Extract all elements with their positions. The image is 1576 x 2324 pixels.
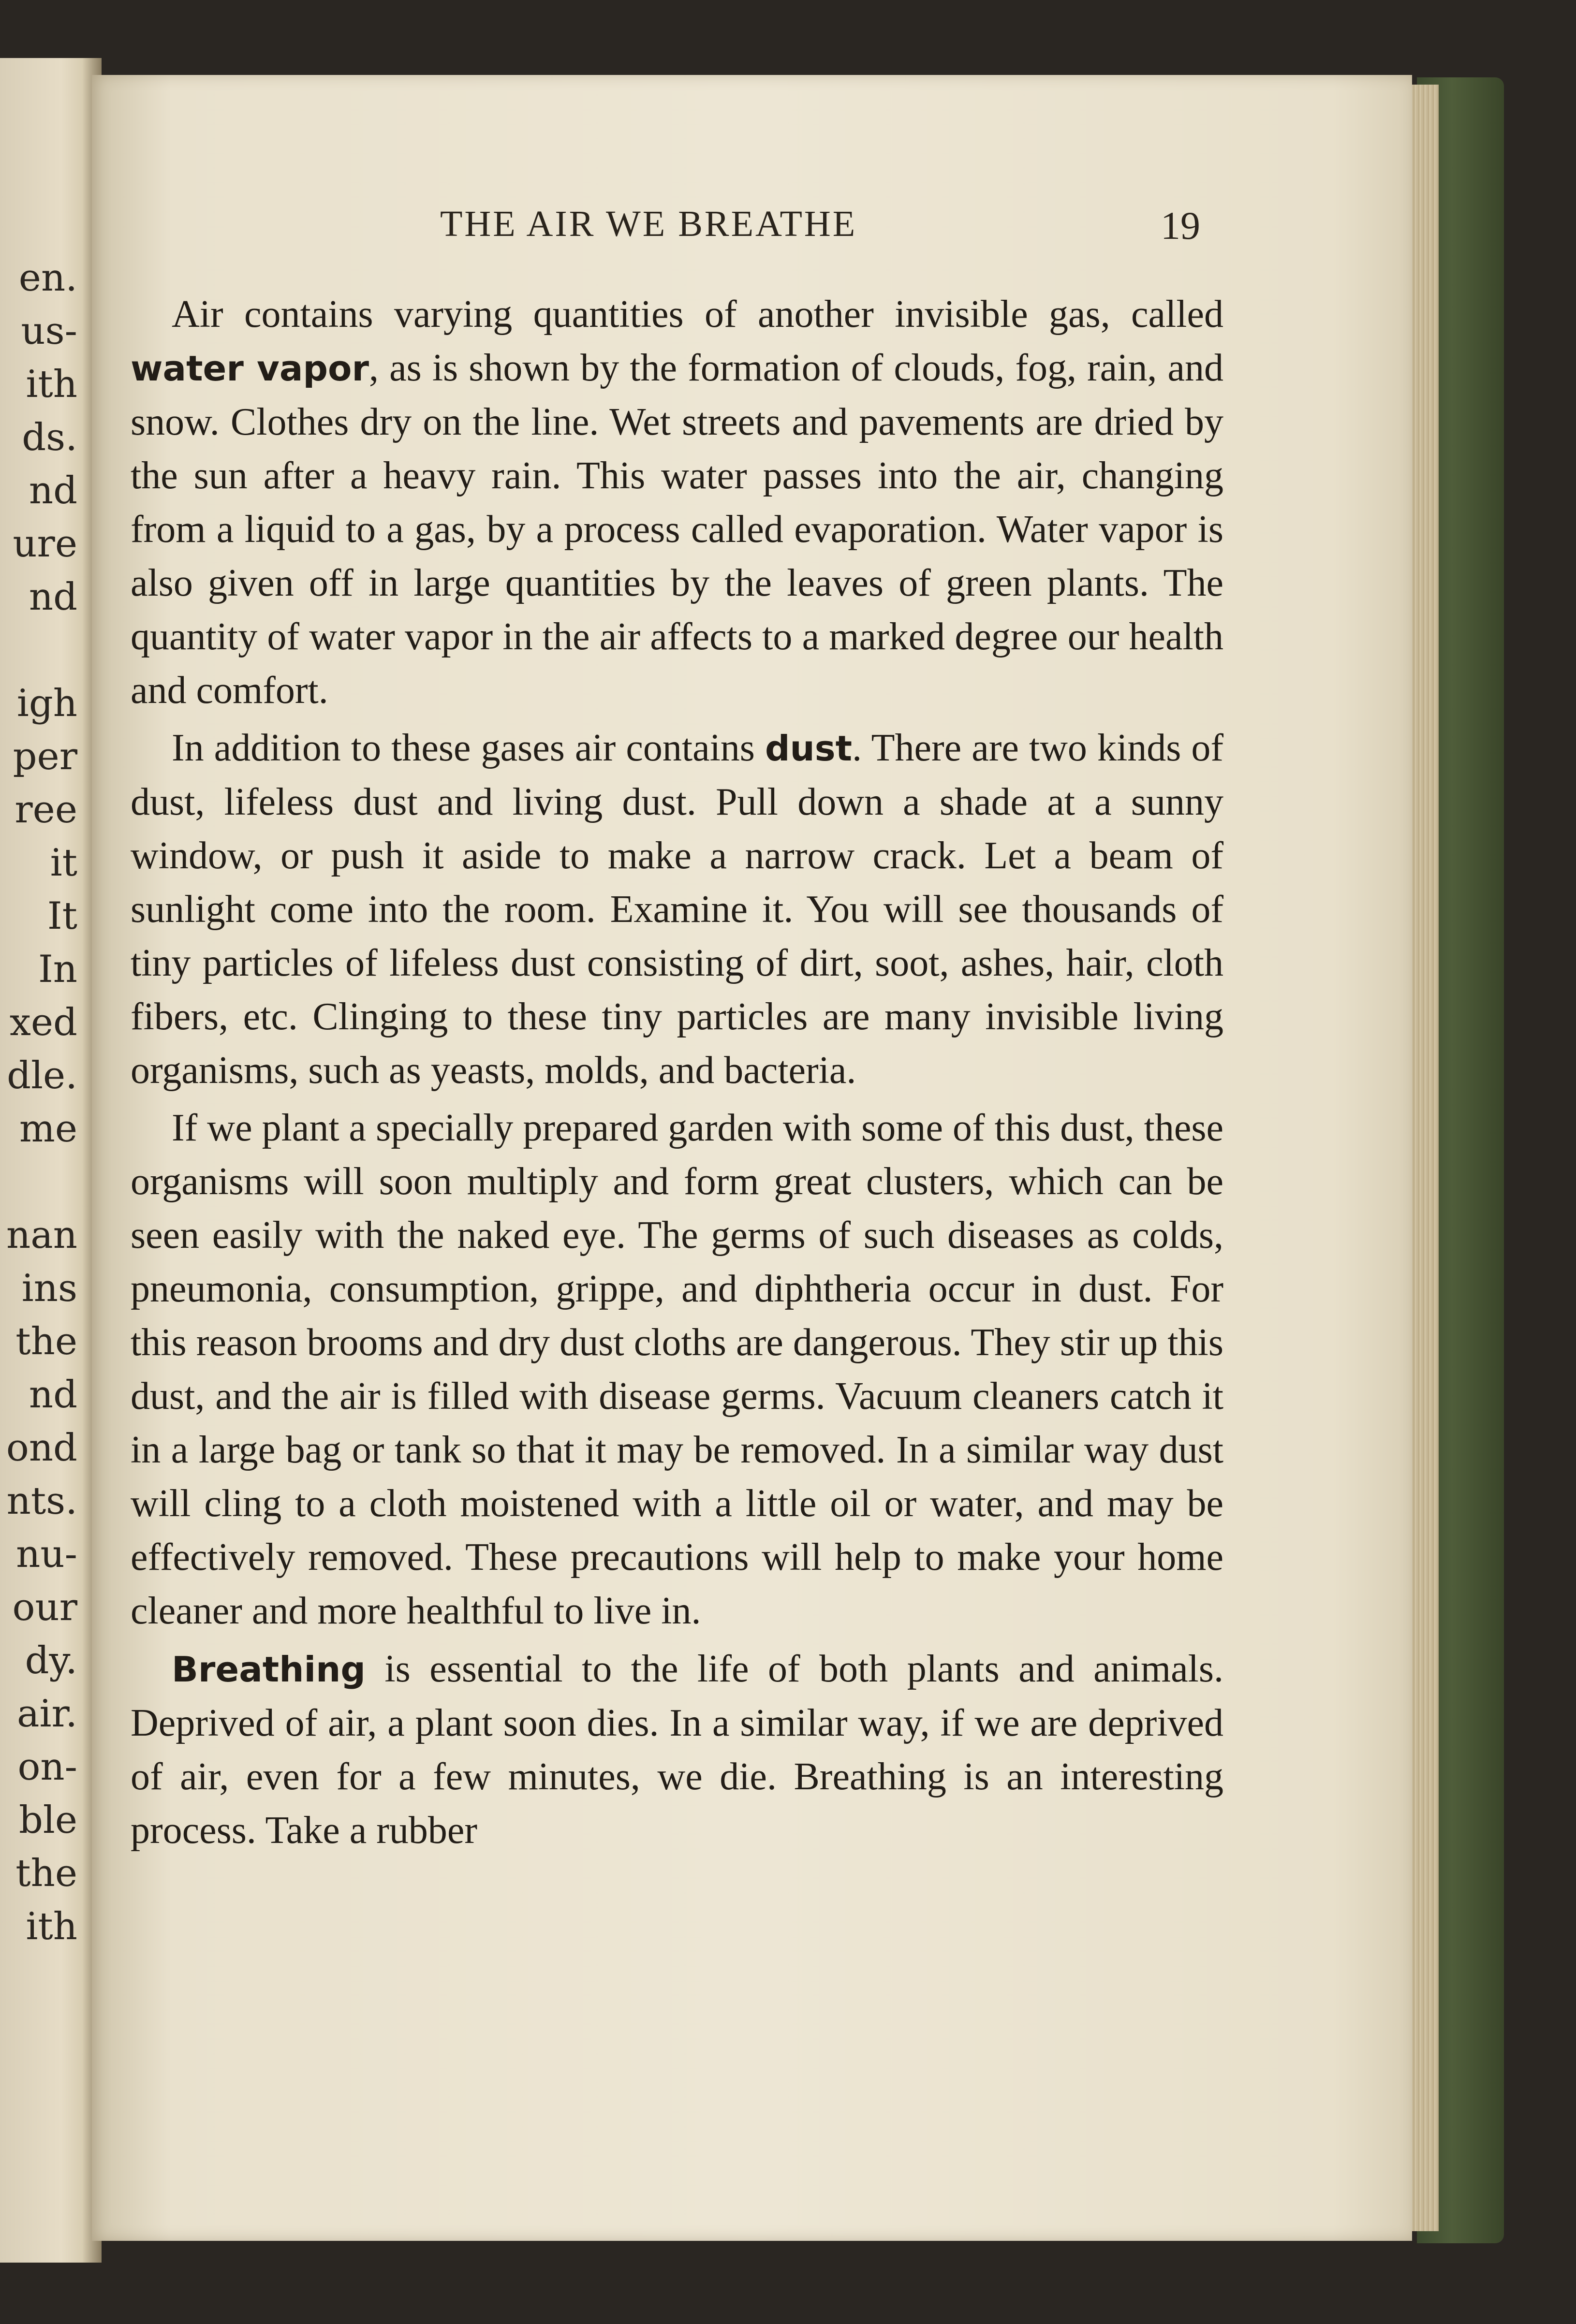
paragraph-dust: In addition to these gases air contains dust. There are two kinds of dust, lifeless dust and living dust. Pull down a shade at a sunny window, or push it aside to make a narrow crack. Let a beam of sunlight come into the room. Examine it. You will see thousands of tiny particles of lifeless dust consisting of dirt, soot, ashes, hair, cloth fibers, etc. Clinging to these tiny particles are many invisible living organisms, such as yeasts, molds, and bacteria. (131, 727, 1224, 1092)
left-fragment: In (38, 948, 77, 991)
left-fragment: ure (13, 522, 77, 566)
left-fragment: en. (18, 256, 77, 300)
page-number: 19 (1161, 204, 1200, 248)
left-fragment: our (12, 1586, 77, 1629)
paragraph-garden: If we plant a specially prepared garden with some of this dust, these organisms will soon multiply and form great clusters, which can be seen easily with the naked eye. The germs of such diseases as colds, pneumonia, consumption, grippe, and diphtheria occur in dust. For this reason brooms and dry dust cloths are dangerous. They stir up this dust, and the air is filled with disease germs. Vacuum cleaners catch it in a large bag or tank so that it may be removed. In a similar way dust will cling to a cloth moistened with a little oil or water, and may be effectively removed. These precautions will help to make your home cleaner and more healthful to live in. (131, 1107, 1223, 1632)
left-fragment: the (15, 1852, 77, 1895)
left-fragment: nan (6, 1213, 77, 1257)
left-fragment: ree (15, 788, 77, 832)
paragraph-water-vapor: Air contains varying quantities of another invisible gas, called water vapor, as is shown by the formation of clouds, fog, rain, and snow. Clothes dry on the line. Wet streets and pavements are dried by the sun after a heavy rain. This water passes into the air, changing from a liquid to a gas, by a process called evaporation. Water vapor is also given off in large quantities by the leaves of green plants. The quantity of water vapor in the air affects to a marked degree our health and comfort. (131, 293, 1223, 712)
left-fragment: on- (17, 1745, 77, 1789)
left-fragment: me (19, 1107, 77, 1151)
bold-term: dust (765, 728, 853, 769)
left-fragment: per (13, 735, 77, 778)
left-fragment: the (15, 1320, 77, 1363)
left-fragment: igh (16, 682, 77, 725)
paragraph-breathing: Breathing is essential to the life of both plants and animals. Deprived of air, a plant soon dies. In a similar way, if we are deprived of air, even for a few minutes, we die. Breathing is an interesting process. Take a rubber (131, 1648, 1223, 1852)
left-fragment: nd (29, 575, 77, 619)
left-page-edge (0, 58, 102, 2263)
left-fragment: ith (26, 363, 77, 406)
left-fragment: nu- (16, 1533, 77, 1576)
bold-term: water vapor (131, 348, 369, 389)
left-fragment: it (50, 841, 77, 885)
left-fragment: xed (9, 1001, 77, 1044)
left-fragment: dle. (7, 1054, 77, 1097)
left-fragment: ond (6, 1426, 77, 1470)
left-fragment: air. (17, 1692, 77, 1736)
bold-term: Breathing (172, 1649, 366, 1690)
left-fragment: nts. (6, 1479, 77, 1523)
left-fragment: dy. (25, 1639, 77, 1682)
left-fragment: us- (21, 309, 77, 353)
left-fragment: ble (18, 1798, 77, 1842)
left-fragment: nd (29, 469, 77, 512)
running-header (92, 203, 1412, 251)
left-fragment: ins (21, 1267, 77, 1310)
left-fragment: nd (29, 1373, 77, 1417)
left-fragment: It (47, 894, 77, 938)
left-fragment: ith (26, 1905, 77, 1948)
running-title: THE AIR WE BREATHE (440, 204, 857, 244)
left-fragment: ds. (22, 416, 77, 459)
book-page (92, 75, 1412, 2241)
body-text (131, 288, 1223, 1861)
